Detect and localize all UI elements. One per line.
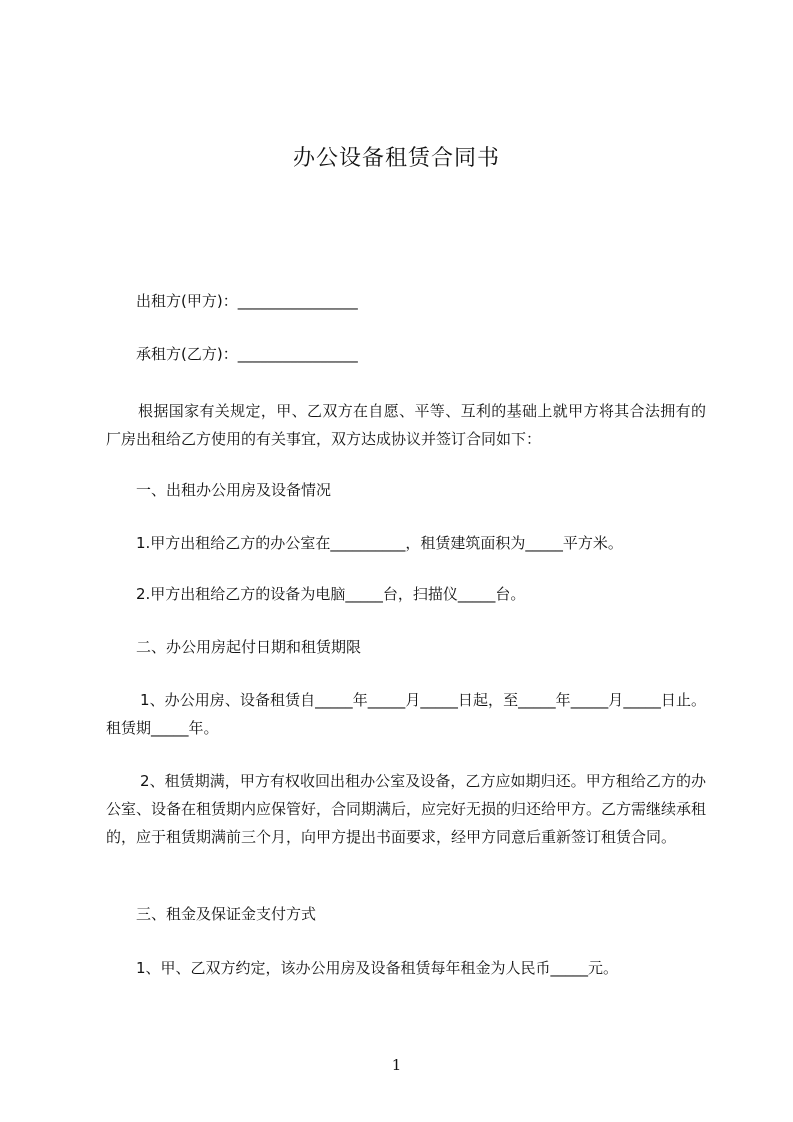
section1-item2: 2.甲方出租给乙方的设备为电脑_____台，扫描仪_____台。 xyxy=(136,585,526,603)
section2-heading: 二、办公用房起付日期和租赁期限 xyxy=(136,638,362,656)
page-number: 1 xyxy=(391,1056,402,1074)
section3-item1: 1、甲、乙双方约定，该办公用房及设备租赁每年租金为人民币_____元。 xyxy=(136,959,619,977)
lessee-line: 承租方(乙方)：________________ xyxy=(136,345,358,363)
section3-heading: 三、租金及保证金支付方式 xyxy=(136,905,317,923)
intro-paragraph: 根据国家有关规定，甲、乙双方在自愿、平等、互利的基础上就甲方将其合法拥有的厂房出租给乙方使用的有关事宜，双方达成协议并签订合同如下： xyxy=(106,402,706,448)
section2-item2: 2、租赁期满，甲方有权收回出租办公室及设备，乙方应如期归还。甲方租给乙方的办公室、设备在租赁期内应保管好，合同期满后，应完好无损的归还给甲方。乙方需继续承租的，应于租赁期满前三个月，向甲方提出书面要求，经甲方同意后重新签订租赁合同。 xyxy=(106,772,707,846)
lessor-line: 出租方(甲方)：________________ xyxy=(136,292,358,310)
section1-item1: 1.甲方出租给乙方的办公室在__________，租赁建筑面积为_____平方米。 xyxy=(136,534,623,552)
section1-heading: 一、出租办公用房及设备情况 xyxy=(136,481,332,499)
document-title: 办公设备租赁合同书 xyxy=(292,146,500,171)
section2-item1: 1、办公用房、设备租赁自_____年_____月_____日起，至_____年_____月_____日止。租赁期_____年。 xyxy=(106,691,706,737)
